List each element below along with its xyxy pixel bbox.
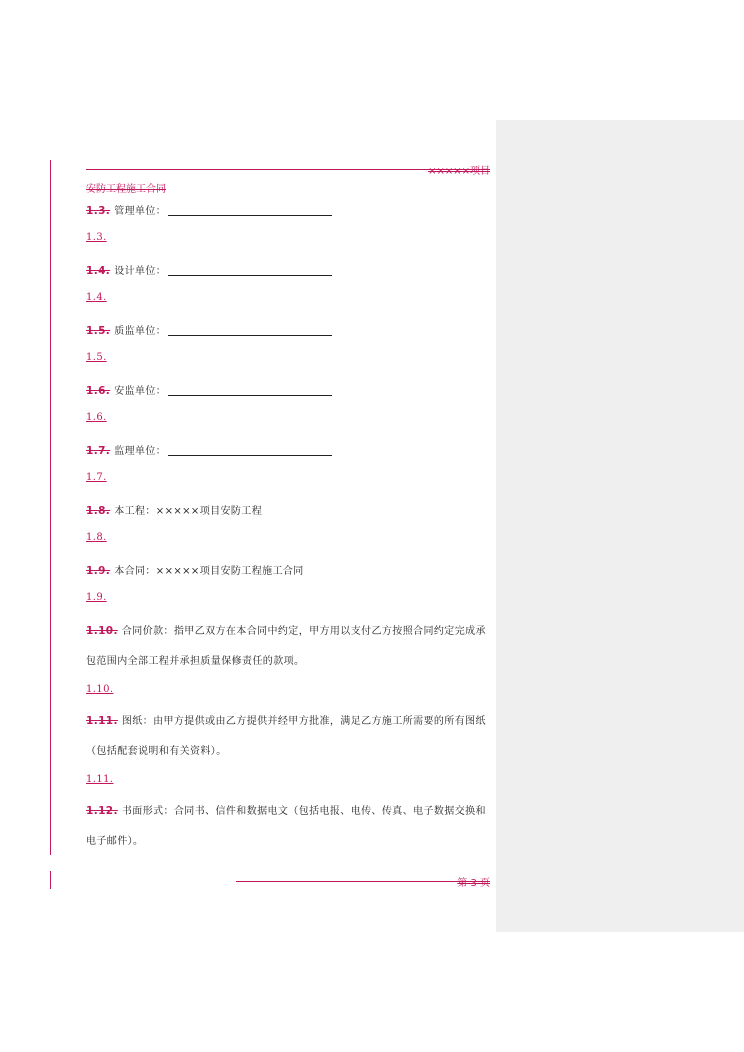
item-label: 图纸：由甲方提供或由乙方提供并经甲方批准，满足乙方施工所需要的所有图纸（包括配套说明和有关资料）。 bbox=[86, 716, 486, 757]
fill-blank[interactable] bbox=[168, 265, 332, 276]
inserted-number: 1.9. bbox=[86, 592, 107, 603]
change-bar bbox=[50, 160, 51, 855]
inserted-number-line bbox=[86, 232, 117, 243]
deleted-number: 1.10. bbox=[86, 625, 118, 637]
deleted-number: 1.12. bbox=[86, 805, 118, 817]
deleted-number: 1.7. bbox=[86, 445, 111, 457]
item-safety-unit bbox=[86, 382, 332, 397]
inserted-number: 1.6. bbox=[86, 412, 107, 423]
deleted-number: 1.6. bbox=[86, 385, 111, 397]
header-project: ×××××项目 bbox=[428, 166, 490, 177]
item-label: 本合同：×××××项目安防工程施工合同 bbox=[114, 566, 304, 577]
item-label: 书面形式：合同书、信件和数据电文（包括电报、电传、传真、电子数据交换和电子邮件）。 bbox=[86, 806, 486, 847]
inserted-number-line bbox=[86, 352, 117, 363]
inserted-number-line bbox=[86, 292, 117, 303]
item-label: 设计单位： bbox=[114, 266, 167, 277]
footer-page-number: 第 3 页 bbox=[457, 878, 490, 889]
inserted-number: 1.10. bbox=[86, 684, 114, 695]
item-quality-unit bbox=[86, 322, 332, 337]
fill-blank[interactable] bbox=[168, 325, 332, 336]
item-drawings bbox=[86, 706, 491, 767]
inserted-number-line bbox=[86, 472, 117, 483]
inserted-number: 1.8. bbox=[86, 532, 107, 543]
item-label: 合同价款：指甲乙双方在本合同中约定，甲方用以支付乙方按照合同约定完成承包范围内全部工程并承担质量保修责任的款项。 bbox=[86, 626, 486, 667]
item-label: 监理单位： bbox=[114, 446, 167, 457]
item-contract-price bbox=[86, 616, 491, 677]
change-bar-footer bbox=[50, 871, 51, 889]
item-contract bbox=[86, 562, 304, 577]
inserted-number-line bbox=[86, 774, 123, 785]
deleted-number: 1.9. bbox=[86, 565, 111, 577]
item-project bbox=[86, 502, 262, 517]
deleted-number: 1.11. bbox=[86, 715, 118, 727]
deleted-number: 1.8. bbox=[86, 505, 111, 517]
deleted-number: 1.3. bbox=[86, 205, 111, 217]
inserted-number: 1.5. bbox=[86, 352, 107, 363]
inserted-number-line bbox=[86, 592, 117, 603]
fill-blank[interactable] bbox=[168, 205, 332, 216]
fill-blank[interactable] bbox=[168, 445, 332, 456]
inserted-number-line bbox=[86, 532, 117, 543]
inserted-number-line bbox=[86, 412, 117, 423]
inserted-number: 1.7. bbox=[86, 472, 107, 483]
inserted-number-line bbox=[86, 684, 123, 695]
item-label: 质监单位： bbox=[114, 326, 167, 337]
deleted-number: 1.4. bbox=[86, 265, 111, 277]
comment-pane bbox=[496, 120, 744, 932]
item-design-unit bbox=[86, 262, 332, 277]
footer-rule bbox=[236, 881, 490, 882]
item-label: 本工程：×××××项目安防工程 bbox=[114, 506, 263, 517]
item-supervision-unit bbox=[86, 442, 332, 457]
item-label: 安监单位： bbox=[114, 386, 167, 397]
deleted-number: 1.5. bbox=[86, 325, 111, 337]
item-management-unit bbox=[86, 202, 332, 217]
item-label: 管理单位： bbox=[114, 206, 167, 217]
item-written-form bbox=[86, 796, 491, 857]
inserted-number: 1.11. bbox=[86, 774, 114, 785]
inserted-number: 1.3. bbox=[86, 232, 107, 243]
inserted-number: 1.4. bbox=[86, 292, 107, 303]
fill-blank[interactable] bbox=[168, 385, 332, 396]
header-contract-title: 安防工程施工合同 bbox=[86, 184, 166, 195]
